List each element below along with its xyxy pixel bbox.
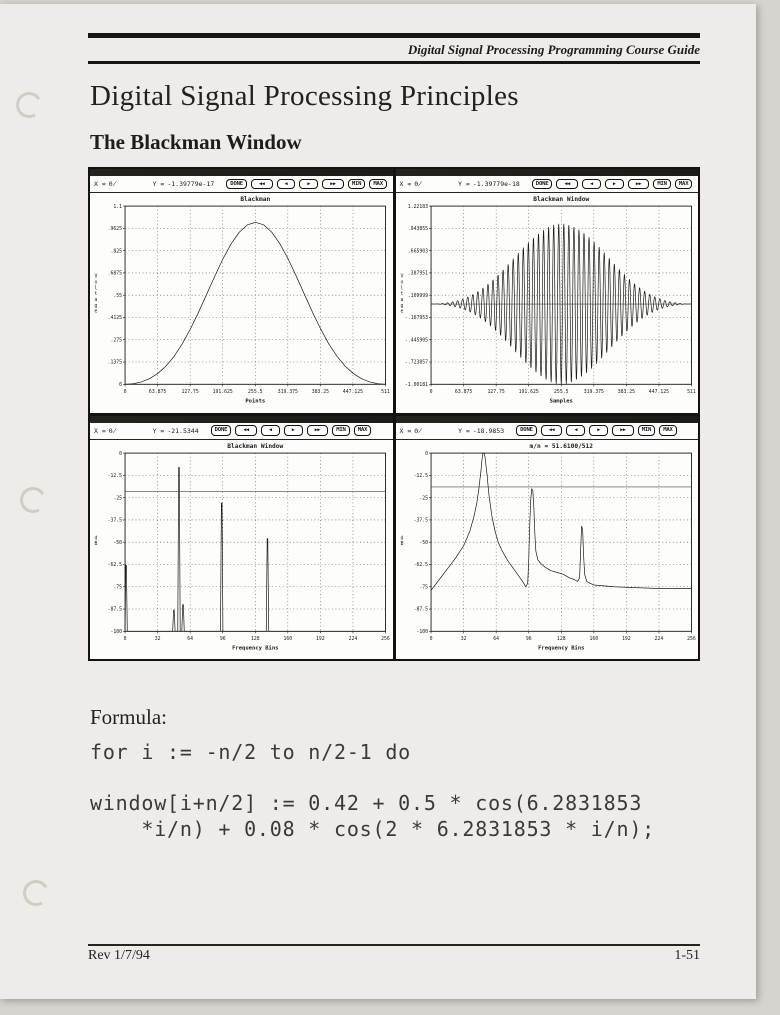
svg-text:V: V <box>94 274 98 280</box>
svg-text:32: 32 <box>154 636 161 642</box>
svg-text:224: 224 <box>654 636 663 642</box>
svg-text:64: 64 <box>187 636 194 642</box>
svg-text:.943855: .943855 <box>407 227 428 233</box>
windowed-sine-chart <box>396 193 699 413</box>
svg-text:.4125: .4125 <box>107 316 123 322</box>
svg-text:-100: -100 <box>110 629 123 635</box>
rewind-button[interactable]: ◀◀ <box>235 425 257 436</box>
svg-text:-12.5: -12.5 <box>413 473 428 479</box>
plot-window-blackman-curve <box>90 169 393 413</box>
window-titlebar[interactable] <box>396 416 699 423</box>
max-button[interactable]: MAX <box>354 425 372 436</box>
svg-text:64: 64 <box>492 636 499 642</box>
plot-grid <box>88 167 700 661</box>
svg-text:319.375: 319.375 <box>277 389 298 395</box>
svg-text:128: 128 <box>250 636 260 642</box>
svg-text:32: 32 <box>460 636 467 642</box>
svg-text:0: 0 <box>424 451 428 457</box>
svg-text:.825: .825 <box>110 249 123 255</box>
plot-toolbar <box>396 423 699 440</box>
fast-forward-button[interactable]: ▶▶ <box>322 179 344 190</box>
svg-text:B: B <box>94 541 98 547</box>
fast-forward-button[interactable]: ▶▶ <box>612 425 634 436</box>
step-back-button[interactable]: ◀ <box>582 179 601 190</box>
svg-text:d: d <box>94 535 98 541</box>
scanned-page <box>0 4 756 999</box>
step-back-button[interactable]: ◀ <box>566 425 585 436</box>
formula-label: Formula: <box>90 705 167 729</box>
chart-area <box>90 440 393 660</box>
chart-area <box>90 193 393 413</box>
svg-text:0: 0 <box>123 389 127 395</box>
svg-text:0: 0 <box>119 451 123 457</box>
done-button[interactable]: DONE <box>211 425 232 436</box>
svg-text:.9625: .9625 <box>107 227 123 233</box>
svg-text:160: 160 <box>588 636 598 642</box>
svg-text:63.875: 63.875 <box>454 389 472 395</box>
x-readout-label: X = <box>94 426 106 435</box>
svg-text:-62.5: -62.5 <box>107 562 123 568</box>
svg-text:o: o <box>94 280 98 286</box>
svg-text:.665903: .665903 <box>407 249 428 255</box>
svg-text:0: 0 <box>119 383 123 389</box>
hole-punch <box>13 89 45 121</box>
step-back-button[interactable]: ◀ <box>261 425 280 436</box>
svg-text:128: 128 <box>556 636 566 642</box>
svg-text:l: l <box>400 286 403 292</box>
svg-text:1.1: 1.1 <box>113 204 123 210</box>
x-readout-value: 0̸ <box>414 180 423 188</box>
svg-text:-62.5: -62.5 <box>413 562 428 568</box>
step-back-button[interactable]: ◀ <box>277 179 296 190</box>
svg-text:255.5: 255.5 <box>248 389 263 395</box>
svg-text:Blackman: Blackman <box>240 196 271 204</box>
svg-text:.55: .55 <box>113 293 123 299</box>
y-readout-value: -21.5344 <box>167 426 199 435</box>
svg-text:256: 256 <box>686 636 696 642</box>
svg-text:d: d <box>400 535 403 541</box>
svg-text:Points: Points <box>245 398 266 405</box>
svg-text:-50: -50 <box>418 540 428 546</box>
section-title: The Blackman Window <box>90 130 302 154</box>
svg-text:-50: -50 <box>113 540 123 546</box>
svg-text:Blackman Window: Blackman Window <box>532 196 589 204</box>
svg-text:g: g <box>400 303 403 309</box>
rewind-button[interactable]: ◀◀ <box>251 179 273 190</box>
svg-text:-.167953: -.167953 <box>404 316 428 322</box>
plot-window-spectrum-smooth <box>396 416 699 660</box>
x-readout-label: X = <box>399 180 412 188</box>
svg-text:127.75: 127.75 <box>181 389 199 395</box>
plot-window-windowed-signal <box>396 169 699 413</box>
svg-text:-87.5: -87.5 <box>107 607 123 613</box>
svg-text:-.445905: -.445905 <box>404 338 428 344</box>
svg-text:t: t <box>400 292 403 298</box>
svg-text:.6875: .6875 <box>107 271 123 277</box>
code-line: *i/n) + 0.08 * cos(2 * 6.2831853 * i/n); <box>90 817 656 841</box>
code-line: window[i+n/2] := 0.42 + 0.5 * cos(6.2831853 <box>90 791 643 815</box>
svg-text:-12.5: -12.5 <box>107 473 123 479</box>
max-button[interactable]: MAX <box>369 179 387 190</box>
done-button[interactable]: DONE <box>516 425 537 436</box>
window-titlebar[interactable] <box>90 169 393 176</box>
chart-area <box>396 440 699 660</box>
svg-text:-75: -75 <box>113 584 123 590</box>
svg-text:192: 192 <box>316 636 325 642</box>
x-readout-label: X = <box>94 180 106 188</box>
footer-page-number: 1-51 <box>674 948 700 963</box>
toolbar-buttons <box>211 425 372 436</box>
toolbar-buttons <box>226 179 387 190</box>
svg-text:63.875: 63.875 <box>148 389 167 395</box>
svg-text:l: l <box>94 286 98 292</box>
svg-text:.275: .275 <box>110 338 123 344</box>
toolbar-buttons <box>532 179 693 190</box>
hole-punch <box>17 484 49 516</box>
svg-text:191.625: 191.625 <box>518 389 539 395</box>
min-button[interactable]: MIN <box>653 179 671 190</box>
y-readout-value: -1.39779e-18 <box>472 180 520 188</box>
svg-text:319.375: 319.375 <box>583 389 604 395</box>
svg-text:191.625: 191.625 <box>212 389 233 395</box>
svg-text:o: o <box>400 280 403 286</box>
x-readout-value: 0̸ <box>108 180 117 188</box>
svg-text:-.723857: -.723857 <box>404 360 428 366</box>
x-readout-value: 0̸ <box>414 426 423 435</box>
step-forward-button[interactable]: ▶ <box>589 425 608 436</box>
footer-rule <box>88 944 700 946</box>
y-readout-label: Y = <box>152 426 165 435</box>
done-button[interactable]: DONE <box>532 179 553 190</box>
svg-text:Frequency Bins: Frequency Bins <box>232 644 279 651</box>
svg-text:0: 0 <box>429 389 433 395</box>
blackman-spectrum-chart <box>90 440 393 660</box>
svg-text:224: 224 <box>348 636 358 642</box>
svg-text:383.25: 383.25 <box>617 389 635 395</box>
step-forward-button[interactable]: ▶ <box>284 425 303 436</box>
svg-text:a: a <box>400 298 403 304</box>
page-title: Digital Signal Processing Principles <box>90 80 519 112</box>
svg-text:0: 0 <box>429 636 433 642</box>
svg-text:m/n = 51.6100/512: m/n = 51.6100/512 <box>529 442 593 450</box>
svg-text:0: 0 <box>123 636 127 642</box>
svg-text:255.5: 255.5 <box>553 389 569 395</box>
svg-text:96: 96 <box>525 636 532 642</box>
svg-text:.1375: .1375 <box>107 360 123 366</box>
svg-text:-25: -25 <box>418 495 428 501</box>
chart-area <box>396 193 699 413</box>
max-button[interactable]: MAX <box>675 179 693 190</box>
y-readout-label: Y = <box>458 180 470 188</box>
plot-window-spectrum-spikes <box>90 416 393 660</box>
fast-forward-button[interactable]: ▶▶ <box>307 425 329 436</box>
svg-text:Blackman Window: Blackman Window <box>227 442 284 450</box>
svg-text:e: e <box>400 309 403 315</box>
svg-text:447.125: 447.125 <box>648 389 669 395</box>
svg-text:-37.5: -37.5 <box>107 518 123 524</box>
svg-text:-1.00181: -1.00181 <box>404 383 428 389</box>
svg-text:96: 96 <box>219 636 226 642</box>
svg-text:447.125: 447.125 <box>342 389 364 395</box>
running-header: Digital Signal Processing Programming Course Guide <box>407 42 700 57</box>
svg-text:511: 511 <box>381 389 390 395</box>
x-readout-value: 0̸ <box>108 426 117 435</box>
plot-toolbar <box>90 176 393 193</box>
svg-text:-25: -25 <box>113 495 123 501</box>
svg-text:127.75: 127.75 <box>486 389 505 395</box>
rewind-button[interactable]: ◀◀ <box>556 179 578 190</box>
step-forward-button[interactable]: ▶ <box>299 179 318 190</box>
svg-text:V: V <box>400 274 403 280</box>
header-rule-bottom <box>88 61 700 64</box>
svg-text:.109999: .109999 <box>407 293 428 299</box>
svg-text:160: 160 <box>283 636 293 642</box>
y-readout-value: -18.9853 <box>472 426 505 435</box>
window-titlebar[interactable] <box>90 416 393 423</box>
non-integer-cycles-spectrum-chart <box>396 440 699 660</box>
y-readout-value: -1.39779e-17 <box>167 180 215 188</box>
svg-text:256: 256 <box>381 636 390 642</box>
step-forward-button[interactable]: ▶ <box>605 179 624 190</box>
rewind-button[interactable]: ◀◀ <box>541 425 563 436</box>
y-readout-label: Y = <box>152 180 165 188</box>
svg-text:-100: -100 <box>415 629 428 635</box>
header-rule-top <box>88 33 700 38</box>
svg-text:t: t <box>94 292 98 298</box>
svg-text:1.22183: 1.22183 <box>407 204 428 210</box>
svg-text:B: B <box>400 541 403 547</box>
svg-text:383.25: 383.25 <box>311 389 330 395</box>
min-button[interactable]: MIN <box>638 425 656 436</box>
plot-toolbar <box>90 423 393 440</box>
plot-toolbar <box>396 176 699 193</box>
footer-revision: Rev 1/7/94 <box>88 948 150 963</box>
svg-text:-37.5: -37.5 <box>413 518 428 524</box>
svg-text:.387951: .387951 <box>407 271 428 277</box>
max-button[interactable]: MAX <box>659 425 677 436</box>
hole-punch <box>20 877 52 909</box>
svg-text:e: e <box>94 309 98 315</box>
svg-text:a: a <box>94 298 98 304</box>
fast-forward-button[interactable]: ▶▶ <box>628 179 650 190</box>
svg-text:-75: -75 <box>418 584 428 590</box>
svg-text:-87.5: -87.5 <box>413 607 428 613</box>
svg-text:g: g <box>94 303 98 309</box>
blackman-window-curve-chart <box>90 193 393 413</box>
y-readout-label: Y = <box>458 426 470 435</box>
toolbar-buttons <box>516 425 677 436</box>
svg-text:192: 192 <box>621 636 631 642</box>
code-line: for i := -n/2 to n/2-1 do <box>90 740 412 764</box>
x-readout-label: X = <box>399 426 412 435</box>
window-titlebar[interactable] <box>396 169 699 176</box>
min-button[interactable]: MIN <box>332 425 350 436</box>
svg-text:Frequency Bins: Frequency Bins <box>537 644 584 651</box>
done-button[interactable]: DONE <box>226 179 247 190</box>
min-button[interactable]: MIN <box>348 179 366 190</box>
svg-text:Samples: Samples <box>549 398 573 405</box>
svg-text:511: 511 <box>686 389 696 395</box>
